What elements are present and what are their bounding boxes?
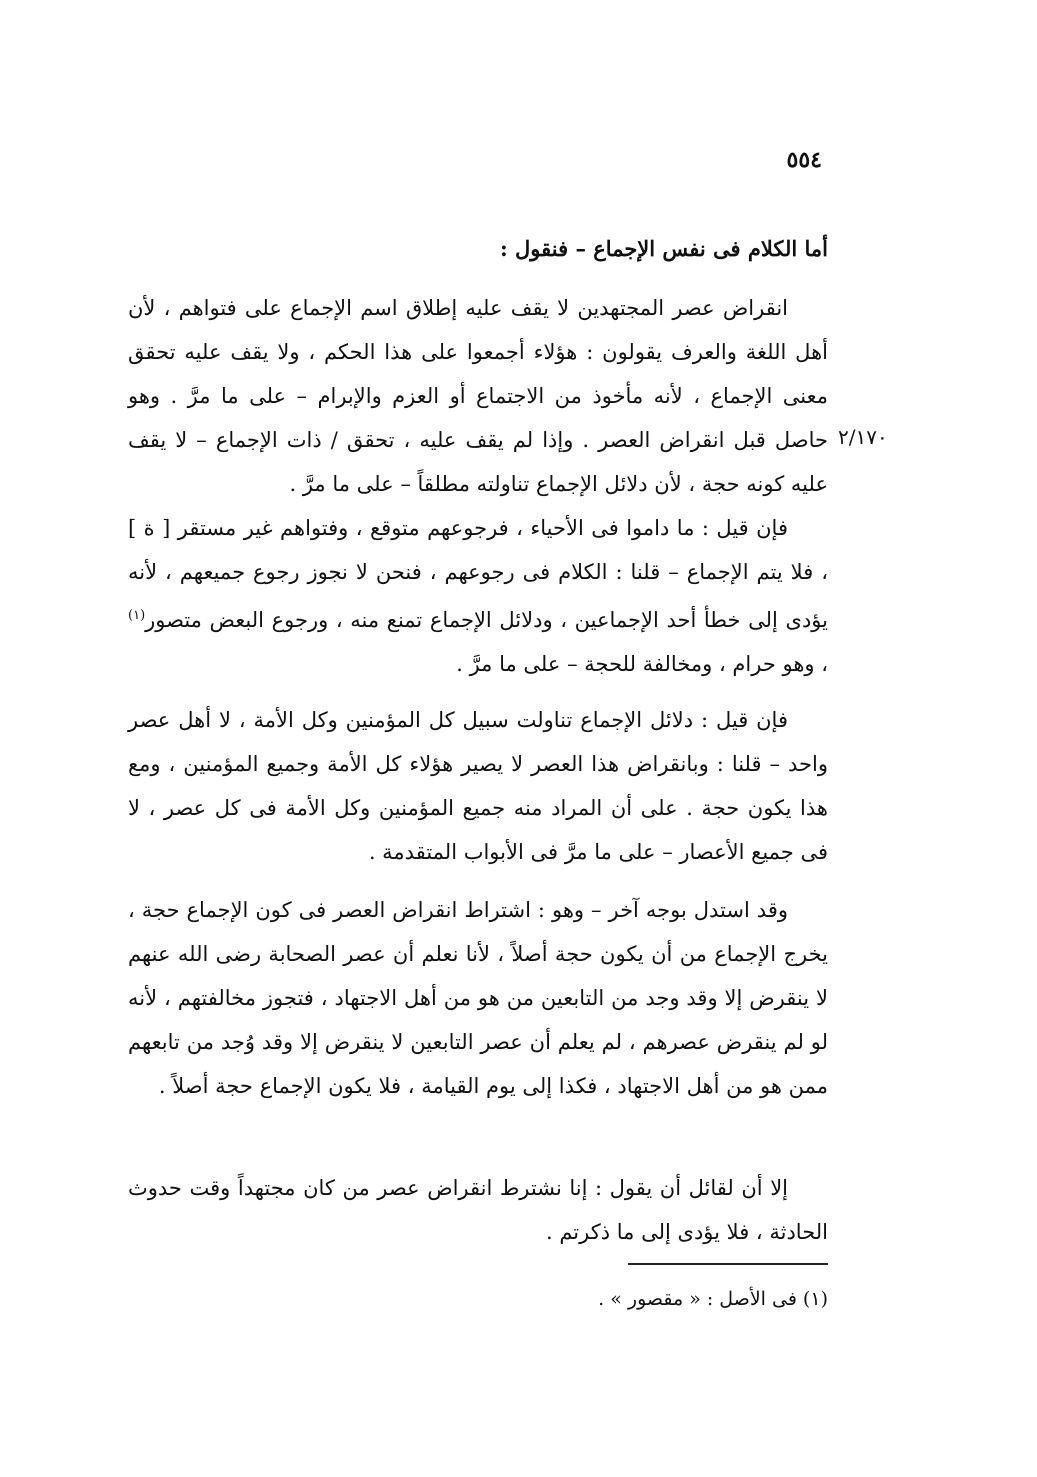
paragraph-text: فإن قيل : دلائل الإجماع تناولت سبيل كل المؤمنين وكل الأمة ، لا أهل عصر واحد – قلنا : وبانقراض هذا العصر لا يصير هؤلاء كل الأمة وجميع المؤمنين ، ومع هذا يكون حجة . على أن المراد منه جميع المؤمنين وكل الأمة فى كل عصر ، لا فى جميع الأعصار – على ما مرَّ فى الأبواب المتقدمة . (128, 708, 828, 864)
paragraph-3 (128, 698, 828, 874)
paragraph-5 (128, 1166, 828, 1254)
section-heading: أما الكلام فى نفس الإجماع – فنقول : (499, 236, 828, 261)
paragraph-2 (128, 506, 828, 686)
paragraph-4 (128, 888, 828, 1108)
footnote: (١) فى الأصل : « مقصور » . (598, 1288, 828, 1310)
paragraph-text: فإن قيل : ما داموا فى الأحياء ، فرجوعهم متوقع ، وفتواهم غير مستقر [ ة ] ، فلا يتم الإجماع – قلنا : الكلام فى رجوعهم ، فنحن لا نجوز رجوع جميعهم ، لأنه يؤدى إلى خطأ أحد الإجماعين ، ودلائل الإجماع تمنع منه ، ورجوع البعض متصور (128, 516, 828, 632)
footnote-divider (628, 1263, 828, 1265)
paragraph-tail: ، وهو حرام ، ومخالفة للحجة – على ما مرَّ . (456, 652, 828, 676)
page-number: ٥٥٤ (786, 147, 822, 173)
footnote-marker: (١) (128, 608, 146, 623)
paragraph-text: إلا أن لقائل أن يقول : إنا نشترط انقراض عصر من كان مجتهداً وقت حدوث الحادثة ، فلا يؤدى إلى ما ذكرتم . (128, 1176, 828, 1244)
paragraph-text: وقد استدل بوجه آخر – وهو : اشتراط انقراض العصر فى كون الإجماع حجة ، يخرج الإجماع من أن يكون حجة أصلاً ، لأنا نعلم أن عصر الصحابة رضى الله عنهم لا ينقرض إلا وقد وجد من التابعين من هو من أهل الاجتهاد ، فتجوز مخالفتهم ، لأنه لو لم ينقرض عصرهم ، لم يعلم أن عصر التابعين لا ينقرض إلا وقد وُجد من تابعهم ممن هو من أهل الاجتهاد ، فكذا إلى يوم القيامة ، فلا يكون الإجماع حجة أصلاً . (128, 898, 828, 1098)
margin-reference: ٢/١٧٠ (838, 425, 888, 449)
paragraph-1 (128, 286, 828, 506)
paragraph-text: انقراض عصر المجتهدين لا يقف عليه إطلاق اسم الإجماع على فتواهم ، لأن أهل اللغة والعرف يقولون : هؤلاء أجمعوا على هذا الحكم ، ولا يقف عليه تحقق معنى الإجماع ، لأنه مأخوذ من الاجتماع أو العزم والإبرام – على ما مرَّ . وهو حاصل قبل انقراض العصر . وإذا لم يقف عليه ، تحقق / ذات الإجماع – لا يقف عليه كونه حجة ، لأن دلائل الإجماع تناولته مطلقاً – على ما مرَّ . (128, 296, 828, 496)
